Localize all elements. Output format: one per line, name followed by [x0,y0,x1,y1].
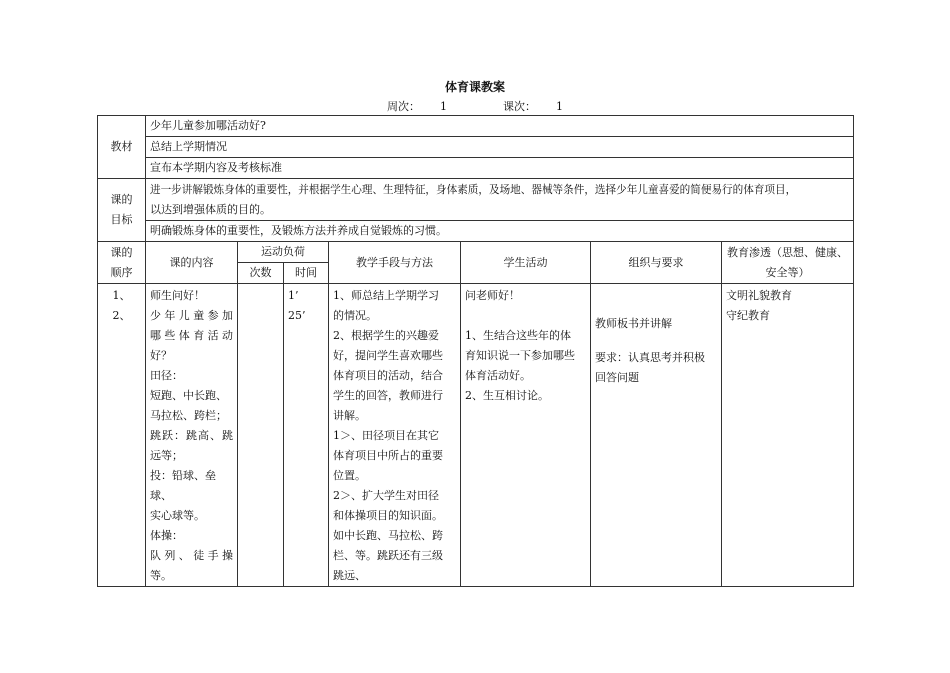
lesson-label: 课次： [503,100,536,113]
header-count: 次数 [238,263,284,284]
header-load: 运动负荷 [238,242,329,263]
week-value: 1 [440,100,447,113]
page-title: 体育课教案 [444,80,505,94]
week-label: 周次： [387,100,420,113]
row-content: 师生问好！ 少年儿童参加 哪些体育活动 好？ 田径： 短跑、中长跑、 马拉松、跨栏； 跳跃：跳高、跳 远等； 投：铅球、垒球、 实心球等。 体操： 队列、徒手操 等。 [146,284,238,587]
material-item-1: 少年儿童参加哪活动好? [146,116,854,137]
material-item-3: 宣布本学期内容及考核标准 [146,158,854,179]
header-time: 时间 [284,263,329,284]
header-student: 学生活动 [461,242,591,284]
material-label: 教材 [98,116,146,179]
header-method: 教学手段与方法 [329,242,461,284]
row-method: 1、师总结上学期学习 的情况。 2、根据学生的兴趣爱 好，提问学生喜欢哪些 体育项目的活动，结合 学生的回答，教师进行 讲解。 1＞、田径项目在其它 体育项目中所占的重要 位置。 2＞、扩大学生对田径 和体操项目的知识面。 如中长跑、马拉松、跨 栏、等。跳跃还有三级 跳远、 [329,284,461,587]
header-order: 课的 顺序 [98,242,146,284]
row-edu: 文明礼貌教育 守纪教育 [722,284,854,587]
week-lesson-line [0,98,950,114]
material-item-2: 总结上学期情况 [146,137,854,158]
goal-label: 课的 目标 [98,179,146,242]
goal-line-1: 进一步讲解锻炼身体的重要性，并根据学生心理、生理特征，身体素质，及场地、器械等条件，选择少年儿童喜爱的简便易行的体育项目， 以达到增强体质的目的。 [146,179,854,221]
row-time: 1’ 25’ [284,284,329,587]
row-org: 教师板书并讲解 要求：认真思考并积极 回答问题 [591,284,722,587]
goal-line-2: 明确锻炼身体的重要性，及锻炼方法并养成自觉锻炼的习惯。 [146,221,854,242]
header-content: 课的内容 [146,242,238,284]
row-count [238,284,284,587]
header-org: 组织与要求 [591,242,722,284]
lesson-plan-table [97,115,854,587]
row-order: 1、 2、 [98,284,146,587]
row-student: 问老师好！ 1、生结合这些年的体 育知识说一下参加哪些 体育活动好。 2、生互相讨论。 [461,284,591,587]
lesson-value: 1 [556,100,563,113]
header-edu: 教育渗透（思想、健康、安全等） [722,242,854,284]
